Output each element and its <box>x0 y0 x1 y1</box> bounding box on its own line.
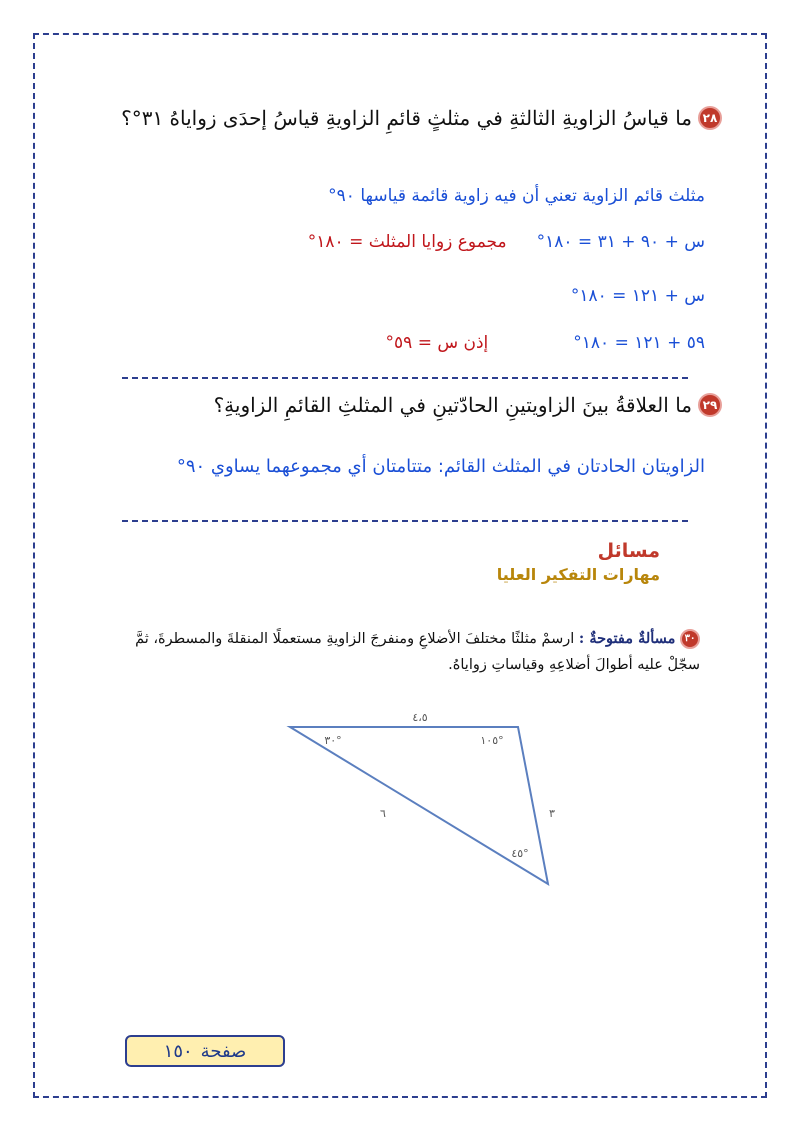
answer-line-2 <box>308 232 705 252</box>
separator <box>122 520 688 522</box>
section-title: مسائل <box>597 540 660 562</box>
angle-left-label: ٣٠° <box>324 734 342 747</box>
question-label: مسألةٌ مفتوحةٌ : <box>578 630 676 647</box>
answer-line-4 <box>386 333 705 353</box>
equation: ٥٩ + ١٢١ = ١٨٠° <box>573 333 705 353</box>
triangle-figure <box>0 700 800 900</box>
question-text: ما قياسُ الزاويةِ الثالثةِ في مثلثٍ قائمِ الزاويةِ قياسُ إحدَى زواياهُ ٣١°؟ <box>121 106 692 130</box>
page-word: صفحة <box>200 1040 247 1062</box>
question-number-badge: ٣٠ <box>680 629 700 649</box>
separator <box>122 377 688 379</box>
question-number-badge: ٢٨ <box>698 106 722 130</box>
answer-line-1: مثلث قائم الزاوية تعني أن فيه زاوية قائمة قياسها ٩٠° <box>328 186 705 206</box>
section-subtitle: مهارات التفكير العليا <box>496 565 660 584</box>
question-text: ما العلاقةُ بينَ الزاويتينِ الحادّتينِ في المثلثِ القائمِ الزاويةِ؟ <box>213 393 692 417</box>
page-number: ١٥٠ <box>163 1040 193 1062</box>
question-30 <box>120 626 700 678</box>
result: إذن س = ٥٩° <box>385 333 489 353</box>
question-29 <box>214 393 722 417</box>
side-top-label: ٤،٥ <box>412 711 428 724</box>
equation: س + ٩٠ + ٣١ = ١٨٠° <box>536 232 705 252</box>
page-number-tag <box>125 1035 285 1067</box>
equation-note: مجموع زوايا المثلث = ١٨٠° <box>307 232 507 252</box>
angle-top-right-label: ١٠٥° <box>480 734 504 747</box>
answer-line-3: س + ١٢١ = ١٨٠° <box>570 286 705 306</box>
triangle-shape <box>290 727 548 884</box>
question-number-badge: ٢٩ <box>698 393 722 417</box>
question-28 <box>121 106 722 130</box>
side-right-label: ٣ <box>549 807 555 820</box>
angle-bottom-label: ٤٥° <box>511 847 529 860</box>
answer-29: الزاويتان الحادتان في المثلث القائم: متتامتان أي مجموعهما يساوي ٩٠° <box>176 456 705 477</box>
question-text: ارسمْ مثلثًا مختلفَ الأضلاعِ ومنفرجَ الزاويةِ مستعملًا المنقلةَ والمسطرةَ، ثمَّ سجّلْ عليه أطوالَ أضلاعِهِ وقياساتِ زواياهُ. <box>135 631 700 673</box>
side-left-label: ٦ <box>380 807 386 820</box>
